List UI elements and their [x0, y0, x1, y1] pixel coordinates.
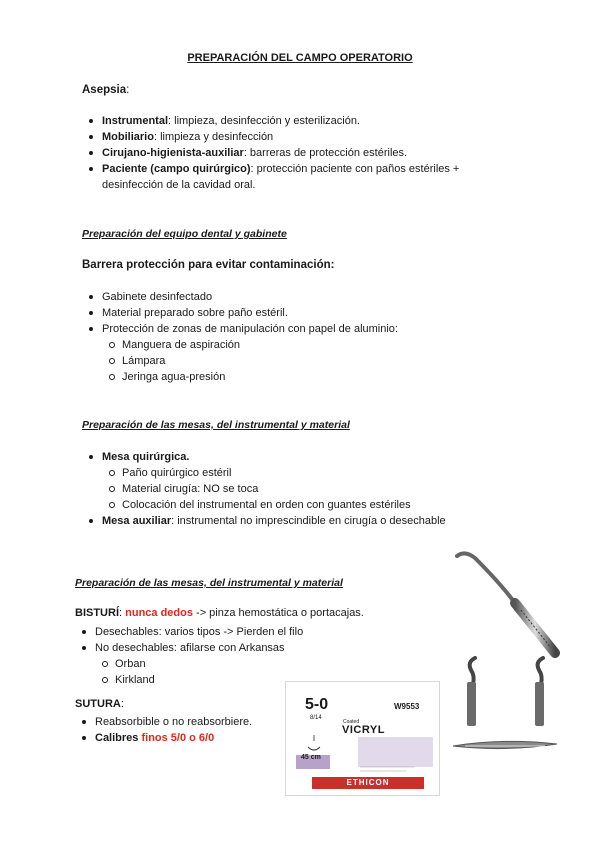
bisturi-list [75, 624, 415, 688]
suture-length: 45 cm [301, 754, 321, 761]
list-item [82, 321, 522, 385]
sub-item: Lámpara [102, 353, 522, 369]
mesas-sublist [102, 465, 542, 513]
list-item [82, 161, 522, 193]
item-term: Mesa quirúrgica. [102, 451, 190, 463]
sub-item: Colocación del instrumental en orden con guantes estériles [102, 497, 542, 513]
suture-brand: VICRYL [342, 724, 385, 736]
sub-item: Material cirugía: NO se toca [102, 481, 542, 497]
asepsia-heading-text: Asepsia [82, 84, 127, 96]
sutura-colon: : [120, 698, 124, 710]
calibres-value: finos 5/0 o 6/0 [141, 732, 215, 744]
sutura-label: SUTURA [75, 698, 121, 710]
suture-size: 5-0 [305, 696, 329, 713]
item-term: Mesa auxiliar [102, 515, 172, 527]
item-text: Protección de zonas de manipulación con papel de aluminio: [102, 323, 398, 335]
item-term: Instrumental [102, 115, 169, 127]
asepsia-list [82, 113, 522, 193]
equipo-sublist [102, 337, 522, 385]
bisturi-line [75, 607, 364, 619]
equipo-list [82, 289, 522, 385]
list-item: Reabsorbible o no reabsorbiere. [75, 714, 285, 730]
mesas2-heading: Preparación de las mesas, del instrumental y material [75, 577, 343, 589]
bisturi-rest: -> pinza hemostática o portacajas. [192, 607, 364, 619]
item-term: Mobiliario [102, 131, 154, 143]
item-text: No desechables: afilarse con Arkansas [95, 642, 285, 654]
curette-image [445, 652, 565, 756]
list-item: Material preparado sobre paño estéril. [82, 305, 522, 321]
sutura-heading [75, 698, 124, 710]
item-text: : instrumental no imprescindible en cirugía o desechable [171, 515, 446, 527]
purple-swatch [358, 737, 433, 767]
list-item [82, 145, 522, 161]
suture-brand-small: Coated [343, 719, 360, 725]
item-text: : limpieza, desinfección y esterilización. [168, 115, 360, 127]
item-term: Cirujano-higienista-auxiliar [102, 147, 244, 159]
page-title: PREPARACIÓN DEL CAMPO OPERATORIO [187, 52, 413, 64]
list-item: Desechables: varios tipos -> Pierden el filo [75, 624, 415, 640]
sub-item: Paño quirúrgico estéril [102, 465, 542, 481]
suture-package-image [285, 681, 440, 796]
list-item [82, 113, 522, 129]
sub-item: Kirkland [95, 672, 415, 688]
asepsia-heading [82, 84, 129, 96]
ethicon-logo: ETHICON [346, 778, 390, 787]
item-text-cont: desinfección de la cavidad oral. [102, 179, 256, 191]
equipo-heading: Preparación del equipo dental y gabinete [82, 228, 287, 240]
bisturi-colon: : [119, 607, 126, 619]
barrera-text: Barrera protección para evitar contaminación: [82, 259, 335, 271]
item-text: : protección paciente con paños estériles + [250, 163, 460, 175]
bisturi-label: BISTURÍ [75, 607, 119, 619]
calibres-label: Calibres [95, 732, 142, 744]
periosteal-elevator-image [445, 548, 565, 660]
needle-icon [308, 747, 320, 750]
asepsia-colon: : [126, 84, 130, 96]
item-term: Paciente (campo quirúrgico) [102, 163, 251, 175]
list-item: Gabinete desinfectado [82, 289, 522, 305]
list-item [75, 730, 285, 746]
mesas-heading: Preparación de las mesas, del instrumental y material [82, 419, 350, 431]
suture-metric: 8/14 [310, 715, 322, 721]
list-item [82, 513, 542, 529]
item-text: : limpieza y desinfección [153, 131, 274, 143]
bisturi-warning: nunca dedos [125, 607, 193, 619]
mesas-list [82, 449, 542, 529]
item-text: : barreras de protección estériles. [243, 147, 408, 159]
sub-item: Manguera de aspiración [102, 337, 522, 353]
list-item [82, 449, 542, 513]
suture-code: W9553 [394, 702, 420, 711]
sutura-list [75, 714, 285, 746]
sub-item: Jeringa agua-presión [102, 369, 522, 385]
list-item [82, 129, 522, 145]
sub-item: Orban [95, 656, 415, 672]
